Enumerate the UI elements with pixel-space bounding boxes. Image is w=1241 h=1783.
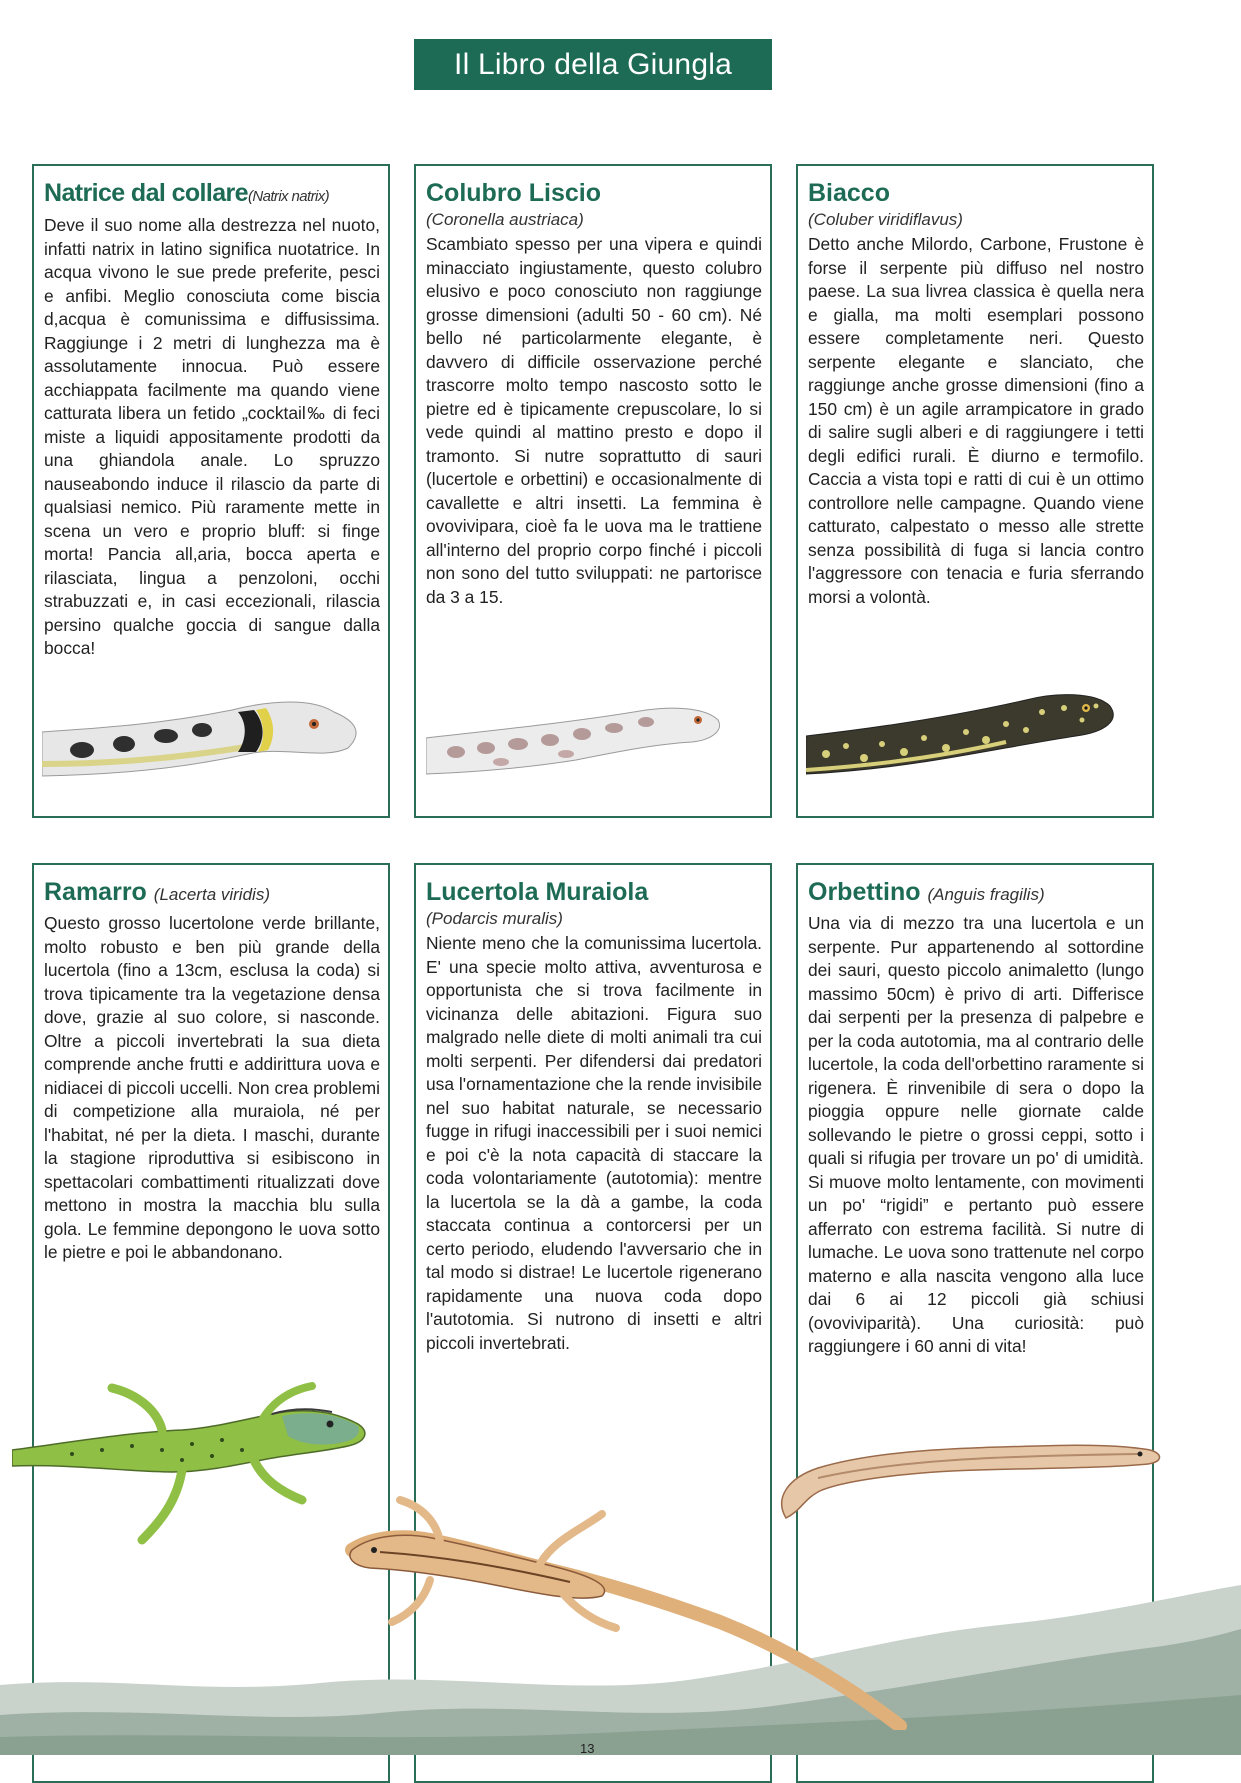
species-description: Deve il suo nome alla destrezza nel nuoto, infatti natrix in latino significa nuotatrice. In acqua vivono le sue prede preferite, pesci e anfibi. Meglio conosciuta come biscia d,acqua è comunissima e diffusissima. Raggiunge i 2 metri di lunghezza ma è assolutamente innocua. Può essere acchiappata facilmente ma quando viene catturata libera un fetido „cocktail‰ di feci miste a liquidi appositamente prodotti da una ghiandola anale. Lo spruzzo nauseabondo induce il rilascio da parte di qualsiasi nemico. Più raramente mette in scena un vero e proprio bluff: si finge morta! Pancia all,aria, bocca aperta e rilasciata, lingua a penzoloni, occhi strabuzzati e, in casi eccezionali, rilascia persino qualche goccia di sangue dalla bocca! [44,215,380,658]
card-title [44,877,380,910]
card-colubro [414,164,772,818]
card-biacco [796,164,1154,818]
species-name: Natrice dal collare [44,179,248,207]
card-natrice [32,164,390,818]
species-description: Questo grosso lucertolone verde brillante, molto robusto e ben più grande della lucertola (fino a 13cm, esclusa la coda) si trova tipicamente tra la vegetazione densa dove, grazie al suo colore, si nasconde. Oltre a piccoli invertebrati la sua dieta comprende anche frutti e addirittura uova e nidiacei di piccoli uccelli. Non crea problemi di competizione alla muraiola, né per l'habitat, né per la dieta. I maschi, durante la stagione riproduttiva si esibiscono in spettacolari combattimenti ritualizzati dove mettono in mostra la macchia blu sulla gola. Le femmine depongono le uova sotto le pietre e poi le abbandonano. [44,913,380,1262]
species-description: Una via di mezzo tra una lucertola e un serpente. Pur appartenendo al sottordine dei sauri, questo piccolo animaletto (lungo massimo 50cm) è privo di arti. Differisce dai serpenti per la presenza di palpebre e per la coda autotomia, ma al contrario delle lucertole, la coda dell'orbettino raramente si rigenera. È rinvenibile di sera o dopo la pioggia oppure nelle giornate calde sollevando le pietre o grossi ceppi, sotto i quali si rifugia per trovare un po' di umidità. Si muove molto lentamente, con movimenti un po' “rigidi” e pertanto può essere afferrato con estrema facilità. Si nutre di lumache. Le uova sono trattenute nel corpo materno e alla nascita vengono alla luce dai 6 ai 12 piccoli già schiusi (ovoviviparità). Una curiosità: può raggiungere i 60 anni di vita! [808,913,1144,1356]
species-name: Biacco [808,179,890,207]
header-title: Il Libro della Giungla [454,47,732,81]
species-scientific: (Podarcis muralis) [426,909,563,928]
orbettino-illustration [778,1428,1178,1538]
species-name: Orbettino [808,878,921,906]
species-scientific: (Coronella austriaca) [426,210,584,229]
colubro-illustration [426,696,756,786]
species-scientific: (Natrix natrix) [247,188,329,205]
species-name: Colubro Liscio [426,179,601,207]
page-header [414,39,772,90]
natrice-illustration [42,694,382,794]
species-description: Niente meno che la comunissima lucertola. E' una specie molto attiva, avventurosa e opportunista che si trova facilmente in vicinanza delle abitazioni. Figura suo malgrado nelle diete di molti animali tra cui molti serpenti. Per difendersi dai predatori usa l'ornamentazione che la rende invisibile nel suo habitat naturale, se necessario fugge in rifugi inaccessibili per i suoi nemici e poi c'è la nota capacità di staccare la coda volontariamente (autotomia): mentre la lucertola se la dà a gambe, la coda staccata continua a contorcersi per un certo periodo, eludendo l'avversario che in tal modo si distrae! Le lucertole rigenerano rapidamente una nuova coda dopo l'autotomia. Si nutrono di insetti e altri piccoli invertebrati. [426,933,762,1353]
species-scientific: (Anguis fragilis) [927,885,1045,904]
page-number: 13 [580,1741,595,1756]
card-title [808,877,1144,910]
ramarro-illustration [12,1380,392,1560]
card-title [44,178,380,212]
biacco-illustration [806,686,1146,786]
species-name: Lucertola Muraiola [426,878,649,906]
species-scientific: (Coluber viridiflavus) [808,210,963,229]
species-scientific: (Lacerta viridis) [153,885,270,904]
species-name: Ramarro [44,878,147,906]
species-description: Scambiato spesso per una vipera e quindi minacciato ingiustamente, questo colubro elusivo e poco conosciuto non raggiunge grosse dimensioni (adulti 50 - 60 cm). Né bello né particolarmente elegante, è davvero di difficile osservazione perché trascorre molto tempo nascosto sotto le pietre ed è tipicamente crepuscolare, lo si vede quindi al mattino presto e dopo il tramonto. Si nutre soprattutto di sauri (lucertole e orbettini) e occasionalmente di cavallette e altri insetti. La femmina è ovovivipara, cioè fa le uova ma le trattiene all'interno del proprio corpo finché i piccoli non sono del tutto sviluppati: ne partorisce da 3 a 15. [426,234,762,607]
species-description: Detto anche Milordo, Carbone, Frustone è forse il serpente più diffuso nel nostro paese. La sua livrea classica è quella nera e gialla, ma molti esemplari possono essere completamente neri. Questo serpente elegante e slanciato, che raggiunge anche grosse dimensioni (fino a 150 cm) è un agile arrampicatore in grado di salire sugli alberi e di raggiungere i tetti degli edifici rurali. È diurno e termofilo. Caccia a vista topi e ratti di cui è un ottimo controllore nelle campagne. Quando viene catturato, calpestato o messo alle strette senza possibilità di fuga si lancia contro l'aggressore con tenacia e furia sferrando morsi a volontà. [808,234,1144,607]
